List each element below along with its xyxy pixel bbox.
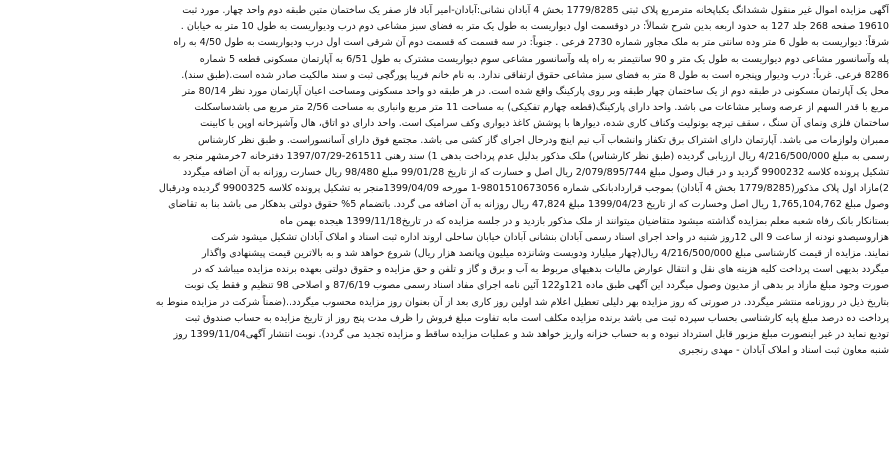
- notice-line-6: محل یک آپارتمان مسکونی در طبقه دوم از یک ساختمان چهار طبقه وبر روی پارکینگ واقع شده است. در هر طبقه دو واحد مسکونی ومساحت اعیان آپارتمان مورد نظر 80/14 متر: [182, 86, 889, 98]
- notice-line-19: بتاریخ ذیل در روزنامه منتشر میگردد. در صورتی که روز مزایده بهر دلیلی تعطیل اعلام شد اولین روز کاری بعد از آن بعنوان روز مزایده محسوب میگردد..(ضمناً شرکت در مزایده منوط به: [155, 296, 889, 308]
- notice-line-3: شرقاً: دیواریست به طول 6 متر وده سانتی متر به ملک مجاور شماره 2730 فرعی . جنوباً: در سه قسمت که قسمت دوم آن شرقی است اول درب ودیواریست به طول 4/50 به راه: [173, 37, 889, 49]
- notice-line-17: میگردد بدیهی است پرداخت کلیه هزینه های نقل و انتقال عوارض مالیات بدهیهای مربوط به آب و برق و گاز و تلفن و حق مزایده و حقوق دولتی بعهده برنده مزایده میباشد که در: [192, 264, 889, 276]
- notice-line-8: ساختمان فلزی ونمای آن سنگ ، سقف تیرچه بونولیت وکناف کاری شده، دیوارها با پوشش کاغذ دیواری وکف سرامیک است. واحد دارای دو اتاق، هال وآشپزخانه اوپن با کابینت: [200, 118, 889, 130]
- notice-line-10: رسمی به مبلغ 4/216/500/000 ریال ارزیابی گردیده (طبق نظر کارشناس) ملک مذکور بدلیل عدم پرداخت بدهی 1) سند رهنی 261511-1397/07/29 دفترخانه 7خرمشهر منجر به: [172, 150, 889, 162]
- notice-line-14: بستانکار بانک رفاه شعبه معلم بمزایده گذاشته میشود متقاضیان میتوانند از ملک مذکور بازدید و در جلسه مزایده که در تاریخ1399/11/18 هیجده بهمن ماه: [280, 215, 889, 227]
- notice-line-1: آگهی مزایده اموال غیر منقول ششدانگ یکباپخانه مترمربع پلاک ثبتی 1779/8285 بخش 4 آبادان نشانی:آبادان-امیر آباد فاز صفر یک ساختمان متین طبقه دوم واحد چهار. مورد ثبت: [182, 5, 889, 16]
- notice-line-21: تودیع نماید در غیر اینصورت مبلغ مزبور قابل استرداد نبوده و به حساب خزانه واریز خواهد شد و عملیات مزایده ساقط و مزایده تجدید می گردد). نوبت انتشار آگهی1399/11/04 روز: [173, 329, 889, 341]
- notice-line-18: صورت وجود مبلغ مازاد بر بدهی از مدیون وصول میگردد این آگهی طبق ماده 121و122 آئین نامه اجرای مفاد اسناد رسمی مصوب 87/6/19 و اصلاحی 98 تنظیم و فقط یک نوبت: [184, 280, 889, 292]
- notice-line-11: تشکیل پرونده کلاسه 9900232 گردید و در قبال وصول مبلغ 2/079/895/744 ریال اصل و خسارت که از تاریخ 99/01/28 مبلغ 98/480 ریال خسارت روزانه به آن اضافه میگردد: [182, 167, 889, 179]
- notice-line-2: 19610 صفحه 268 جلد 127 به حدود اربعه بدین شرح شمالاً: در دوقسمت اول دیواریست به طول یک متر به فضای سبز مشاعی دوم درب ودیواریست به طول 10 متر به خیابان .: [180, 21, 889, 33]
- notice-line-20: پرداخت ده درصد مبلغ پایه کارشناسی بحساب سپرده ثبت می باشد برنده مزایده مکلف است مابه تفاوت مبلغ فروش را ظرف مدت پنج روز از تاریخ مزایده به حساب صندوق ثبت: [185, 312, 889, 324]
- notice-line-16: نمایند. مزایده از قیمت کارشناسی مبلغ 4/216/500/000 ریال(چهار میلیارد ودویست وشانزده میلیون وپانصد هزار ریال) شروع خواهد شد و به بالاترین قیمت پیشنهادی واگذار: [201, 248, 889, 260]
- notice-line-7: مربع با قدر السهم از عرصه وسایر مشاعات می باشد. واحد دارای پارکینگ(قطعه چهارم تفکیکی) به مساحت 11 متر مربع وانباری به مساحت 2/56 متر مربع می باشدساسکلت: [194, 102, 889, 114]
- notice-line-22: شنبه معاون ثبت اسناد و املاک آبادان - مهدی رنجبری: [678, 345, 889, 357]
- notice-line-12: 2)مازاد اول پلاک مذکور(1779/8285 بخش 4 آبادان) بموجب قراردادبانکی شماره 9801510673056-1 مورخه 1399/04/09منجر به تشکیل پرونده کلاسه 9900325 گردیده ودرقبال: [158, 183, 889, 195]
- notice-line-5: 8286 فرعی. غرباً: درب ودیوار وپنجره است به طول 8 متر به فضای سبز مشاعی حقوق ارتفاقی ندارد. به نام خانم فریبا پورگچی ثبت و سند مالکیت صادر شده است.(طبق سند).: [181, 69, 889, 81]
- notice-line-13: وصول مبلغ 1,765,104,762 ریال اصل وخسارت که از تاریخ 1399/04/23 مبلغ 47,824 ریال روزانه به آن اضافه می گردد. باتضمام 5% حقوق دولتی بدهکار می باشد بنا به تقاضای: [168, 199, 889, 211]
- notice-line-9: ممبران ولوازمات می باشد. آپارتمان دارای اشتراک برق تکفاز وانشعاب آب نیم اینچ ودرحال اجرای گاز کشی می باشد. مجتمع فوق دارای آسانسوراست. و طبق نظر کارشناس: [197, 134, 889, 146]
- notice-line-4: پله وآسانسور مشاعی دوم دیواریست به طول یک متر و 90 سانتیمتر به راه پله وآسانسور مشاعی سوم دیواریست مشترک به طول 6/51 به آپارتمان مسکونی قطعه 5 شماره: [199, 53, 889, 65]
- notice-line-15: هزاروسیصدو نودنه از ساعت 9 الی 12روز شنبه در واحد اجرای اسناد رسمی آبادان بنشانی آبادان خیابان ساحلی اروند اداره ثبت اسناد و املاک آبادان تشکیل میشود شرکت: [211, 231, 889, 243]
